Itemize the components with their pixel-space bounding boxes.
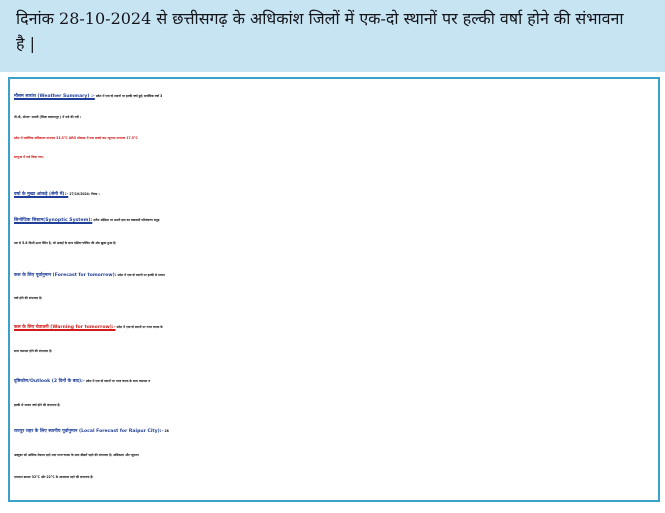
warning-tomorrow-text-2: साथ वज्रपात होने की संभावना है। [14,349,53,353]
warning-tomorrow-heading: कल के लिए चेतावनी (Warning for tomorrow):- [14,325,116,330]
weather-summary-text-1: प्रदेश में एक-दो स्थानों पर हल्की वर्षा हुई। सर्वाधिक वर्षा 3 [94,94,163,98]
forecast-tomorrow-section [14,263,654,308]
warning-tomorrow-section [14,315,654,362]
header-line-2: है | [16,34,35,53]
weather-summary-section [14,85,654,166]
local-forecast-text-2: अक्टूबर को आंशिक मेघमय रहने तथा गरज-चमक के साथ बौछारें पड़ने की संभावना है। अधिकतम और न्यूनतम [14,453,139,457]
max-min-temp-text-2: सरगुजा में दर्ज किया गया। [14,155,44,159]
local-forecast-text-1: 28 [163,429,169,433]
local-forecast-text-3: तापमान क्रमशः 32°C और 22°C के आसपास रहने की संभावना है। [14,475,94,479]
forecast-tomorrow-heading: कल के लिए पूर्वानुमान (Forecast for tomorrow): [14,273,117,278]
local-forecast-section [14,419,654,488]
outlook-heading: दृष्टिकोण/Outlook (2 दिनों के बाद):- [14,379,85,384]
synoptic-text-2: तल से 5.8 किमी ऊपर स्थित है, जो ऊंचाई के साथ दक्षिण-पश्चिम की ओर झुका हुआ है। [14,241,117,245]
max-min-temp-text-1: प्रदेश में सर्वाधिक अधिकतम तापमान 33.3°C ARG दंतेवाडा में तथा सबसे कम न्यूनतम तापमान 17.5°C [14,136,138,140]
rainfall-heading: वर्षा के मुख्य आंकड़े (सेमी में):- [14,192,69,197]
warning-tomorrow-text-1: प्रदेश में एक-दो स्थानों पर गरज चमक के [115,325,163,329]
synoptic-section [14,209,654,254]
forecast-tomorrow-text-2: वर्षा होने की संभावना है। [14,296,43,300]
local-forecast-heading: रायपुर शहर के लिए स्थानीय पूर्वानुमान (Local Forecast for Raipur City):- [14,429,164,434]
outlook-text-2: हल्की से मध्यम वर्षा होने की संभावना है। [14,403,61,407]
synoptic-heading: सिनोप्टिक सिस्टम(Synoptic System): [14,218,93,223]
outlook-text-1: प्रदेश में एक-दो स्थानों पर गरज चमक के साथ वज्रपात व [84,379,151,383]
outlook-section [14,369,654,416]
rainfall-section [14,183,654,206]
forecast-tomorrow-text-1: प्रदेश में एक-दो स्थानों पर हल्की से मध्यम [116,273,165,277]
header-line-1: दिनांक 28-10-2024 से छत्तीसगढ़ के अधिकांश जिलों में एक-दो स्थानों पर हल्की वर्षा होने की संभावना [16,9,624,28]
rainfall-text: 27/10/2024: निरंक । [68,192,100,196]
weather-summary-heading: मौसम सारांश (Weather Summary) :- [14,94,95,99]
bulletin-body [8,77,660,502]
weather-summary-text-2: मी.मी, स्टेशन- सामरी (जिला बलरामपुर ) में दर्ज की गयी । [14,115,82,119]
synoptic-text-1: तटीय ओडिशा पर ऊपरी हवा का चक्रवाती परिसंचरण समुद्र [92,218,160,222]
bulletin-header [0,0,665,72]
